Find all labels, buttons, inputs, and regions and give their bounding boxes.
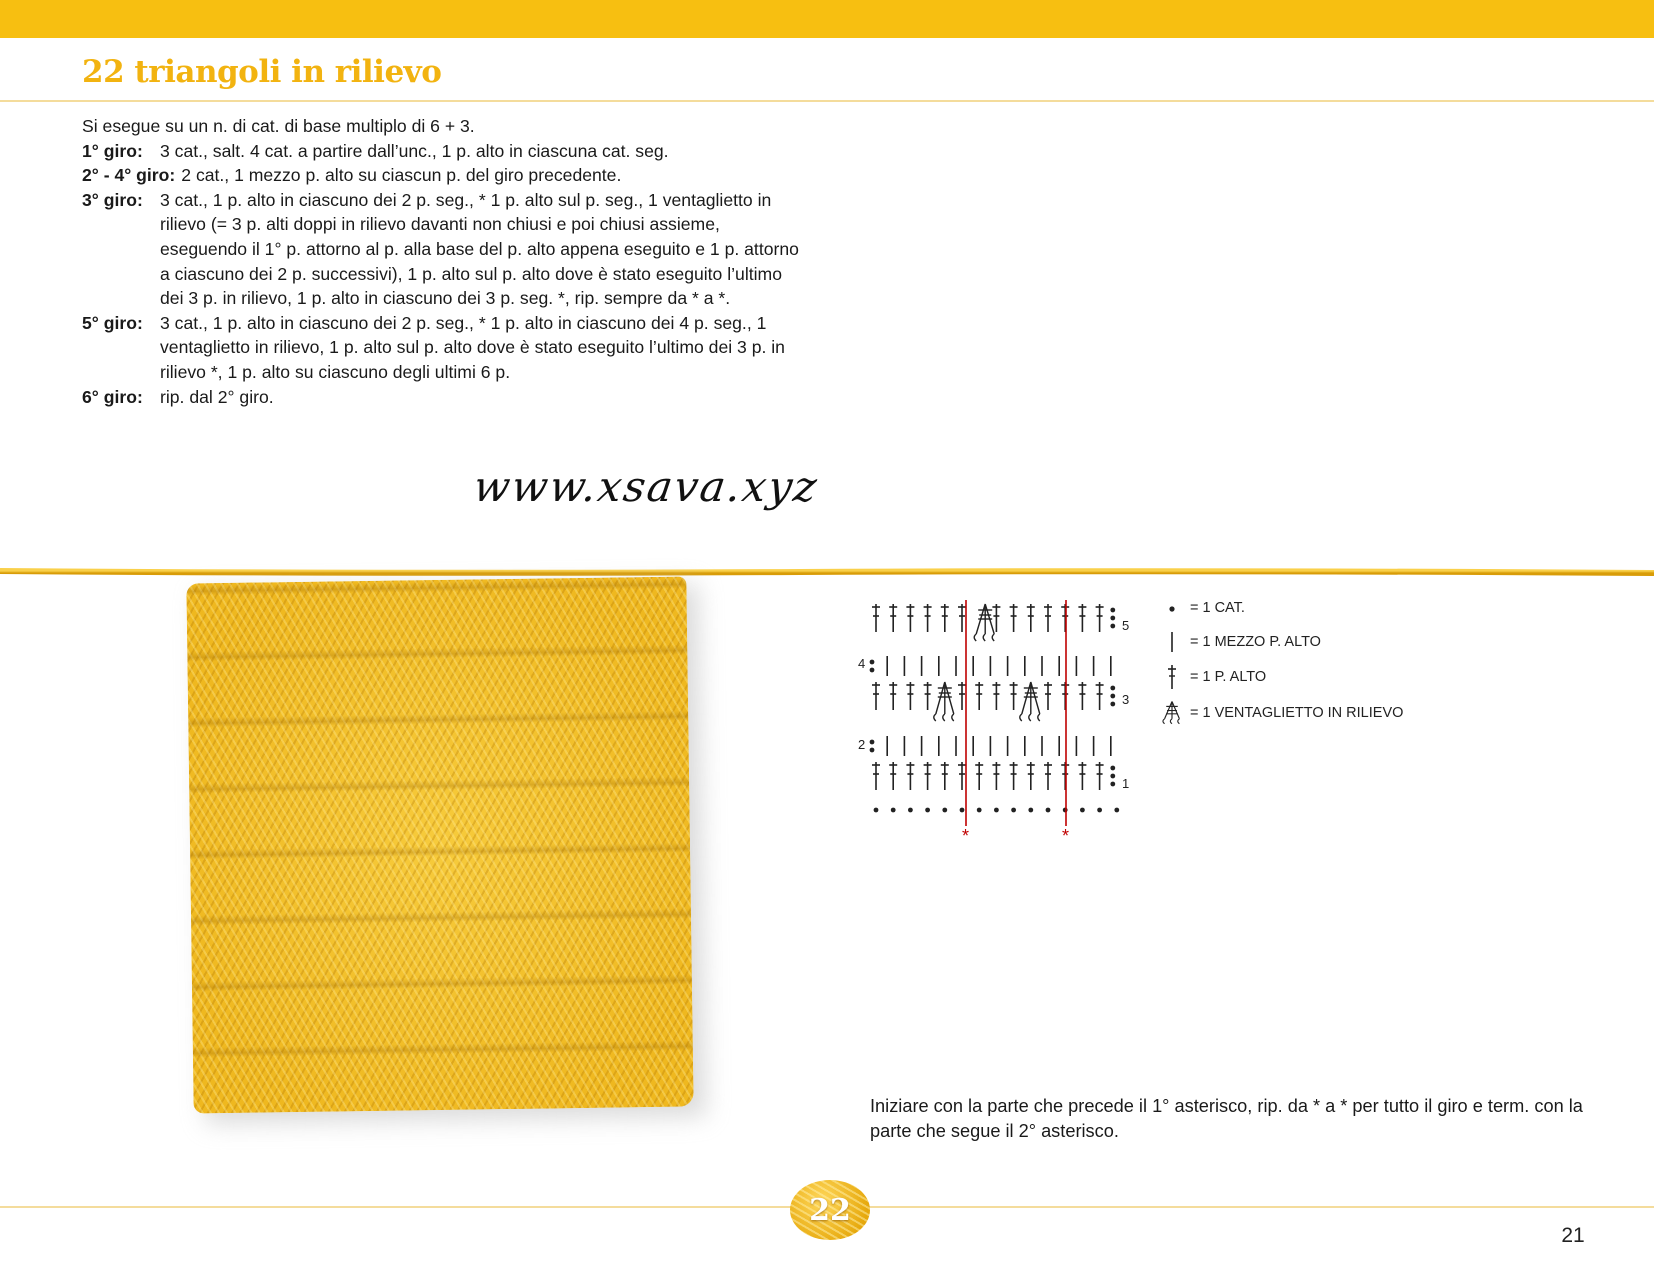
double-crochet-symbol [906,604,914,632]
legend-item-double [1158,664,1266,690]
repeat-asterisk: * [1062,826,1070,840]
step-row-2-4 [82,163,802,188]
chain-symbol [891,808,896,813]
double-crochet-icon [1158,664,1186,690]
legend-item-fan [1158,696,1403,730]
title-divider [0,100,1654,102]
row-number: 5 [1122,618,1130,633]
chain-symbol [1063,808,1068,813]
repeat-asterisk: * [962,826,970,840]
double-crochet-symbol [1027,762,1035,790]
double-crochet-symbol [975,762,983,790]
step-text: 3 cat., 1 p. alto in ciascuno dei 2 p. seg., * 1 p. alto sul p. seg., 1 ventaglietto in rilievo (= 3 p. alti doppi in rilievo davanti non chiusi e poi chiusi assieme, eseguendo il 1° p. attorno al p. alla base del p. alto appena eseguito e 1 p. attorno a ciascuno dei 2 p. successivi), 1 p. alto sul p. alto dove è stato eseguito l’ultimo dei 3 p. in rilievo, 1 p. alto in ciascuno dei 3 p. seg. *, rip. sempre da * a *. [160,189,799,309]
raised-fan-symbol [974,604,994,641]
raised-fan-symbol [1020,682,1040,721]
row-number: 2 [858,737,866,752]
double-crochet-symbol [992,682,1000,710]
double-crochet-symbol [889,604,897,632]
step-row-3 [82,188,802,311]
double-crochet-symbol [1078,682,1086,710]
double-crochet-symbol [992,604,1000,632]
double-crochet-symbol [1096,604,1104,632]
chain-symbol [1110,616,1115,621]
double-crochet-symbol [1061,762,1069,790]
double-crochet-symbol [872,682,880,710]
raised-fan-symbol [934,682,954,721]
row-number: 4 [858,656,866,671]
step-label: 5° giro: [82,312,143,333]
step-text: 3 cat., salt. 4 cat. a partire dall’unc., 1 p. alto in ciascuna cat. seg. [160,140,669,161]
step-row-1 [82,139,802,164]
chain-symbol [1097,808,1102,813]
chain-symbol [925,808,930,813]
step-text: rip. dal 2° giro. [160,386,274,407]
double-crochet-symbol [1044,682,1052,710]
chain-symbol [1110,694,1115,699]
chain-symbol [1114,808,1119,813]
double-crochet-symbol [1096,762,1104,790]
legend-item-chain [1158,600,1245,616]
double-crochet-symbol [958,604,966,632]
double-crochet-symbol [941,604,949,632]
double-crochet-symbol [1061,604,1069,632]
intro-text: Si esegue su un n. di cat. di base multiplo di 6 + 3. [82,116,475,136]
step-text: 2 cat., 1 mezzo p. alto su ciascun p. del giro precedente. [181,165,622,186]
watermark-text: www.xsava.xyz [470,462,822,511]
double-crochet-symbol [889,762,897,790]
page-title: 22 triangoli in rilievo [82,54,442,90]
double-crochet-symbol [1078,604,1086,632]
chain-symbol [994,808,999,813]
chain-symbol [1110,686,1115,691]
step-row-5 [82,311,802,385]
step-row-6 [82,385,802,410]
instructions [82,114,802,409]
step-label: 3° giro: [82,189,143,210]
step-label: 1° giro: [82,140,143,161]
double-crochet-symbol [889,682,897,710]
double-crochet-symbol [1096,682,1104,710]
chain-symbol [870,748,875,753]
double-crochet-symbol [924,762,932,790]
chain-symbol [942,808,947,813]
chain-symbol [870,740,875,745]
chain-symbol [1110,702,1115,707]
double-crochet-symbol [975,682,983,710]
double-crochet-symbol [906,762,914,790]
step-text: 3 cat., 1 p. alto in ciascuno dei 2 p. seg., * 1 p. alto in ciascuno dei 4 p. seg., 1 ventaglietto in rilievo, 1 p. alto sul p. alto dove è stato eseguito l’ultimo dei 3 p. in rilievo *, 1 p. alto su ciascuno degli ultimi 6 p. [160,312,785,382]
double-crochet-symbol [958,762,966,790]
step-label: 2° - 4° giro: [82,165,176,186]
half-double-crochet-icon [1158,630,1186,654]
chain-symbol [1011,808,1016,813]
chain-dot-icon [1158,600,1186,616]
double-crochet-symbol [906,682,914,710]
double-crochet-symbol [958,682,966,710]
double-crochet-symbol [872,762,880,790]
double-crochet-symbol [941,762,949,790]
pattern-number: 22 [809,1192,851,1228]
chain-symbol [908,808,913,813]
chain-symbol [1046,808,1051,813]
row-number: 3 [1122,692,1130,707]
double-crochet-symbol [1010,682,1018,710]
chain-symbol [960,808,965,813]
yarn-ball-badge [790,1180,870,1240]
chain-symbol [1110,782,1115,787]
legend-label: = 1 MEZZO P. ALTO [1190,634,1321,650]
chain-symbol [1110,774,1115,779]
legend-label: = 1 VENTAGLIETTO IN RILIEVO [1190,705,1404,721]
chain-symbol [1110,766,1115,771]
double-crochet-symbol [1078,762,1086,790]
double-crochet-symbol [924,604,932,632]
chain-symbol [977,808,982,813]
stitch-chart [858,600,1138,840]
chain-symbol [870,660,875,665]
chain-symbol [1080,808,1085,813]
double-crochet-symbol [1061,682,1069,710]
double-crochet-symbol [1010,604,1018,632]
chain-symbol [1028,808,1033,813]
raised-fan-icon [1158,696,1186,730]
chart-footnote: Iniziare con la parte che precede il 1° asterisco, rip. da * a * per tutto il giro e term. con la parte che segue il 2° asterisco. [870,1096,1583,1141]
chain-symbol [1110,608,1115,613]
double-crochet-symbol [992,762,1000,790]
legend-label: = 1 CAT. [1190,600,1245,616]
chain-symbol [870,668,875,673]
double-crochet-symbol [1044,762,1052,790]
step-label: 6° giro: [82,386,143,407]
double-crochet-symbol [1010,762,1018,790]
double-crochet-symbol [1044,604,1052,632]
double-crochet-symbol [1027,604,1035,632]
chain-symbol [874,808,879,813]
yarn-strand [0,568,1654,578]
legend-label: = 1 P. ALTO [1190,669,1267,685]
double-crochet-symbol [872,604,880,632]
double-crochet-symbol [924,682,932,710]
crochet-swatch-photo [186,577,693,1114]
top-banner [0,0,1654,38]
chain-symbol [1110,624,1115,629]
page-number: 21 [1561,1224,1585,1247]
row-number: 1 [1122,776,1130,791]
legend-item-half-double [1158,630,1321,654]
